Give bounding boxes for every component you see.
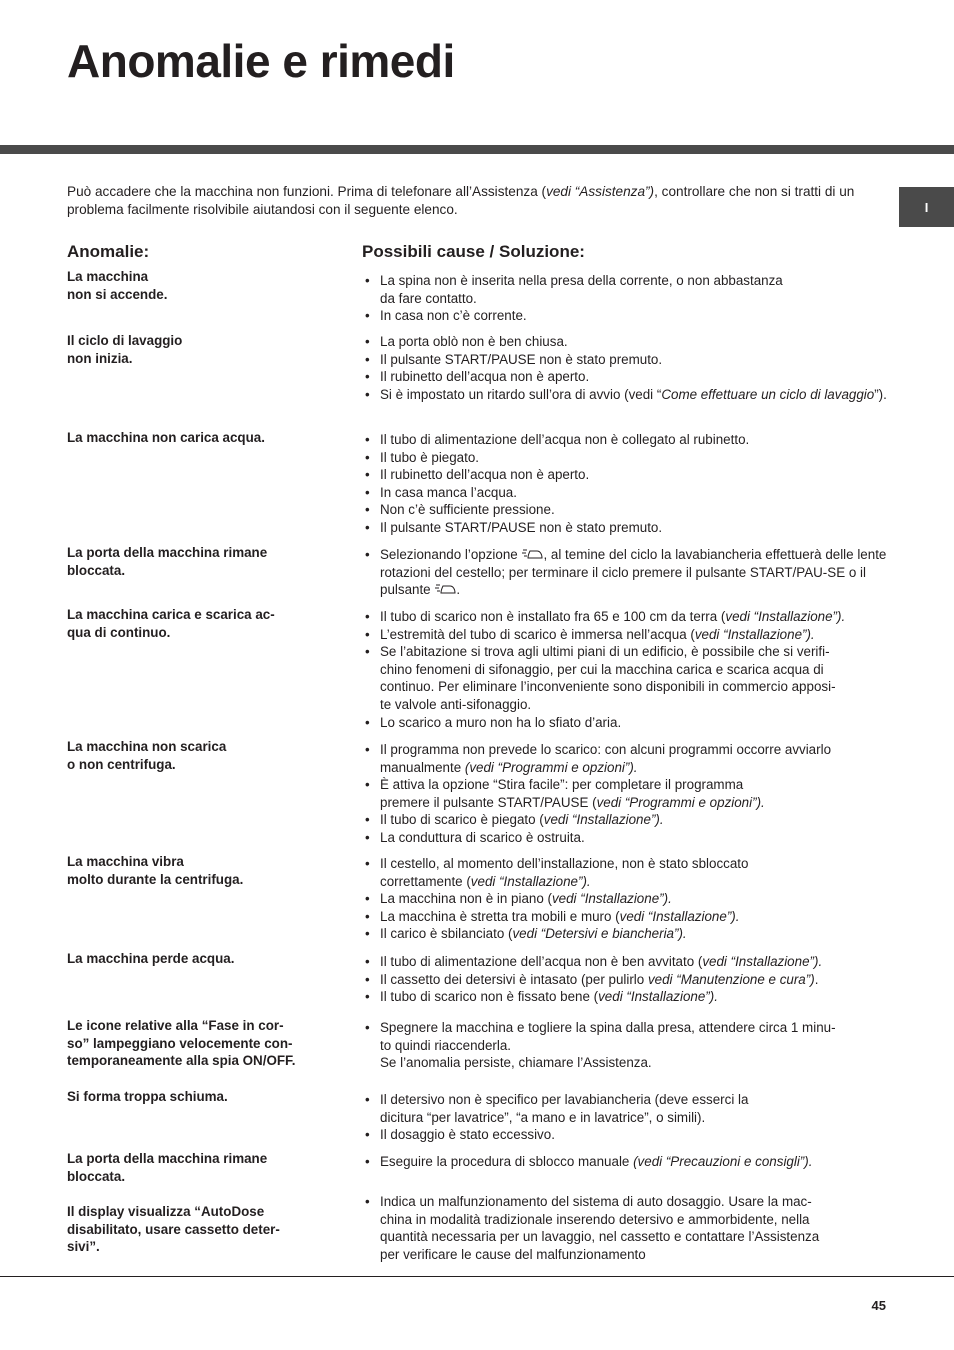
cause-text: Selezionando l’opzione — [380, 547, 522, 562]
causes-list-3 — [362, 431, 887, 537]
cause-text: Il tubo di scarico non è installato fra 65 e 100 cm da terra ( — [380, 609, 726, 624]
causes-list-12 — [362, 1193, 887, 1263]
anomaly-line: Si forma troppa schiuma. — [67, 1089, 228, 1104]
cause-item: • Il pulsante START/PAUSE non è stato premuto. — [362, 519, 887, 537]
cause-ref: vedi “Installazione”). — [702, 954, 823, 969]
anomaly-3 — [67, 429, 337, 447]
cause-text: Spegnere la macchina e togliere la spina dalla presa, attendere circa 1 minu- — [380, 1020, 836, 1035]
anomaly-9 — [67, 1017, 337, 1070]
anomaly-line: temporaneamente alla spia ON/OFF. — [67, 1053, 296, 1068]
anomaly-line: molto durante la centrifuga. — [67, 871, 244, 887]
page-title: Anomalie e rimedi — [67, 35, 455, 87]
cause-text: china in modalità tradizionale inserendo detersivo e ammorbidente, nella — [380, 1211, 810, 1227]
cause-item — [362, 971, 887, 989]
cause-ref: vedi “Manutenzione e cura”) — [647, 971, 815, 987]
cause-item — [362, 546, 887, 599]
cause-item — [362, 908, 887, 926]
anomaly-line: disabilitato, usare cassetto deter- — [67, 1221, 280, 1237]
anomaly-11 — [67, 1150, 337, 1185]
cause-text: . — [456, 582, 461, 598]
anomaly-line: Le icone relative alla “Fase in cor- — [67, 1018, 284, 1033]
cause-text: Il carico è sbilanciato ( — [380, 926, 513, 942]
cause-item — [362, 953, 887, 971]
cause-ref: vedi “Installazione”). — [725, 609, 846, 624]
anomaly-line: Il ciclo di lavaggio — [67, 333, 183, 348]
cause-ref: vedi “Installazione”). — [694, 626, 815, 642]
cause-item: • Il tubo è piegato. — [362, 449, 887, 467]
cause-text: Eseguire la procedura di sblocco manuale — [380, 1154, 634, 1169]
cause-text: L’estremità del tubo di scarico è immersa nell’acqua ( — [380, 626, 695, 642]
anomaly-line: Il display visualizza “AutoDose — [67, 1204, 265, 1219]
intro-text-start: Può accadere che la macchina non funzioni. Prima di telefonare all’Assistenza ( — [67, 184, 547, 199]
cause-item — [362, 988, 887, 1006]
cause-text: per verificare le cause del malfunzionamento — [380, 1246, 646, 1262]
cause-item: • In casa manca l’acqua. — [362, 484, 887, 502]
causes-list-4 — [362, 546, 887, 599]
cause-item: • Non c’è sufficiente pressione. — [362, 501, 887, 519]
anomaly-line: La macchina — [67, 269, 149, 284]
anomaly-line: so” lampeggiano velocemente con- — [67, 1035, 293, 1051]
cause-text: te valvole anti-sifonaggio. — [380, 696, 532, 712]
anomaly-line: bloccata. — [67, 1168, 126, 1184]
anomaly-line: La macchina non carica acqua. — [67, 430, 265, 445]
anomaly-line: qua di continuo. — [67, 624, 171, 640]
cause-item — [362, 1091, 887, 1126]
cause-text: La macchina non è in piano ( — [380, 891, 552, 907]
anomaly-4 — [67, 544, 337, 579]
cause-item: • Il rubinetto dell’acqua non è aperto. — [362, 466, 887, 484]
cause-item: • Il tubo di alimentazione dell’acqua non è collegato al rubinetto. — [362, 431, 887, 449]
anomaly-line: La macchina carica e scarica ac- — [67, 607, 275, 622]
cause-item — [362, 1153, 887, 1171]
anomaly-line: La macchina non scarica — [67, 739, 227, 754]
anomaly-7 — [67, 853, 337, 888]
cause-text: manualmente — [380, 759, 465, 775]
cause-item — [362, 855, 887, 890]
intro-text-end: , controllare che non si tratti di un problema facilmente risolvibile aiutandosi con il seguente elenco. — [67, 184, 855, 217]
cause-text: to quindi riaccenderla. — [380, 1037, 512, 1053]
cause-item: • Il pulsante START/PAUSE non è stato premuto. — [362, 351, 887, 369]
anomaly-6 — [67, 738, 337, 773]
header-rule — [0, 145, 954, 154]
language-tab: I — [899, 187, 954, 227]
anomaly-5 — [67, 606, 337, 641]
cause-text: dicitura “per lavatrice”, “a mano e in lavatrice”, o simili). — [380, 1109, 706, 1125]
cause-item — [362, 386, 887, 404]
cause-item: • In casa non c’è corrente. — [362, 307, 887, 325]
cause-ref: vedi “Installazione”). — [598, 989, 718, 1005]
anomaly-2 — [67, 332, 337, 367]
causes-list-5 — [362, 608, 887, 731]
cause-ref: Come effettuare un ciclo di lavaggio — [661, 386, 875, 402]
cause-item — [362, 1193, 887, 1263]
anomaly-line: La porta della macchina rimane — [67, 545, 268, 560]
causes-list-6 — [362, 741, 887, 847]
cause-item — [362, 925, 887, 943]
cause-text: da fare contatto. — [380, 290, 477, 306]
anomalie-heading: Anomalie: — [67, 242, 150, 261]
cause-item — [362, 890, 887, 908]
cause-ref: (vedi “Precauzioni e consigli”). — [633, 1154, 813, 1169]
cause-text: chino fenomeni di sifonaggio, per cui la macchina carica e scarica acqua di — [380, 661, 824, 677]
cause-text: Se l’abitazione si trova agli ultimi piani di un edificio, è possibile che si verifi- — [380, 644, 830, 660]
cause-item: • Lo scarico a muro non ha lo sfiato d’aria. — [362, 714, 887, 732]
anomaly-line: La macchina vibra — [67, 854, 184, 869]
cause-text: Il tubo di scarico non è fissato bene ( — [380, 989, 599, 1005]
causes-list-1 — [362, 272, 887, 325]
cause-item: • La conduttura di scarico è ostruita. — [362, 829, 887, 847]
cause-text: continuo. Per eliminare l’inconveniente sono disponibili in commercio apposi- — [380, 679, 836, 695]
cause-item — [362, 741, 887, 776]
cause-item — [362, 643, 887, 713]
cause-ref: vedi “Installazione”). — [619, 908, 740, 924]
causes-list-7 — [362, 855, 887, 943]
causes-list-11 — [362, 1153, 887, 1171]
cause-text: Si è impostato un ritardo sull’ora di avvio (vedi “ — [380, 386, 662, 402]
causes-list-9 — [362, 1019, 887, 1072]
cause-text: La spina non è inserita nella presa della corrente, o non abbastanza — [380, 273, 783, 288]
cause-ref: vedi “Detersivi e biancheria”). — [512, 926, 687, 942]
cause-item — [362, 608, 887, 626]
cause-item — [362, 272, 887, 307]
anomaly-line: bloccata. — [67, 562, 126, 578]
cause-item — [362, 626, 887, 644]
cause-ref: vedi “Installazione”). — [470, 873, 591, 889]
cause-text: Il tubo di alimentazione dell’acqua non è ben avvitato ( — [380, 954, 703, 969]
cause-text: Il cassetto dei detersivi è intasato (per pulirlo — [380, 971, 648, 987]
anomaly-line: sivi”. — [67, 1239, 100, 1254]
anomaly-line: non inizia. — [67, 350, 133, 366]
cause-item: • La porta oblò non è ben chiusa. — [362, 333, 887, 351]
causes-list-10 — [362, 1091, 887, 1144]
anomaly-line: o non centrifuga. — [67, 756, 176, 772]
easy-iron-icon — [521, 547, 543, 559]
cause-text: premere il pulsante START/PAUSE ( — [380, 794, 597, 810]
cause-text: È attiva la opzione “Stira facile”: per completare il programma — [380, 777, 744, 793]
anomaly-line: La macchina perde acqua. — [67, 951, 235, 966]
anomaly-10 — [67, 1088, 337, 1106]
cause-text: ”). — [874, 386, 887, 402]
cause-text: Se l’anomalia persiste, chiamare l’Assistenza. — [380, 1055, 652, 1071]
cause-text: , al temine del ciclo la lavabiancheria effettuerà delle lente rotazioni del cestello; per terminare il ciclo premere il pulsante START/PAU-SE o il pulsante — [380, 547, 887, 598]
anomaly-line: non si accende. — [67, 286, 168, 302]
cause-item: • Il rubinetto dell’acqua non è aperto. — [362, 368, 887, 386]
intro-paragraph — [67, 183, 885, 219]
causes-list-8 — [362, 953, 887, 1006]
cause-text: La macchina è stretta tra mobili e muro ( — [380, 908, 620, 924]
cause-ref: (vedi “Programmi e opzioni”). — [464, 759, 638, 775]
easy-iron-icon — [434, 582, 456, 594]
cause-item: • Il dosaggio è stato eccessivo. — [362, 1126, 887, 1144]
footer-rule — [0, 1276, 954, 1277]
anomaly-12 — [67, 1203, 337, 1256]
cause-item — [362, 811, 887, 829]
anomaly-line: La porta della macchina rimane — [67, 1151, 268, 1166]
cause-text: . — [814, 971, 819, 987]
cause-text: correttamente ( — [380, 873, 471, 889]
cause-ref: vedi “Installazione”). — [543, 812, 664, 828]
cause-text: Indica un malfunzionamento del sistema di auto dosaggio. Usare la mac- — [380, 1194, 812, 1209]
cause-heading: Possibili cause / Soluzione: — [362, 242, 585, 261]
cause-ref: vedi “Installazione”). — [551, 891, 672, 907]
cause-text: Il detersivo non è specifico per lavabiancheria (deve esserci la — [380, 1092, 749, 1107]
anomaly-1 — [67, 268, 337, 303]
causes-list-2 — [362, 333, 887, 403]
cause-text: Il programma non prevede lo scarico: con alcuni programmi occorre avviarlo — [380, 742, 832, 757]
intro-ref: vedi “Assistenza”) — [546, 184, 655, 199]
anomaly-8 — [67, 950, 337, 968]
page-number: 45 — [871, 1298, 886, 1313]
cause-text: Il tubo di scarico è piegato ( — [380, 812, 544, 828]
cause-text: Il cestello, al momento dell’installazione, non è stato sbloccato — [380, 856, 749, 871]
cause-item — [362, 776, 887, 811]
cause-text: quantità necessaria per un lavaggio, nel cassetto e contattare l’Assistenza — [380, 1229, 820, 1245]
cause-ref: vedi “Programmi e opzioni”). — [596, 794, 765, 810]
cause-item — [362, 1019, 887, 1072]
